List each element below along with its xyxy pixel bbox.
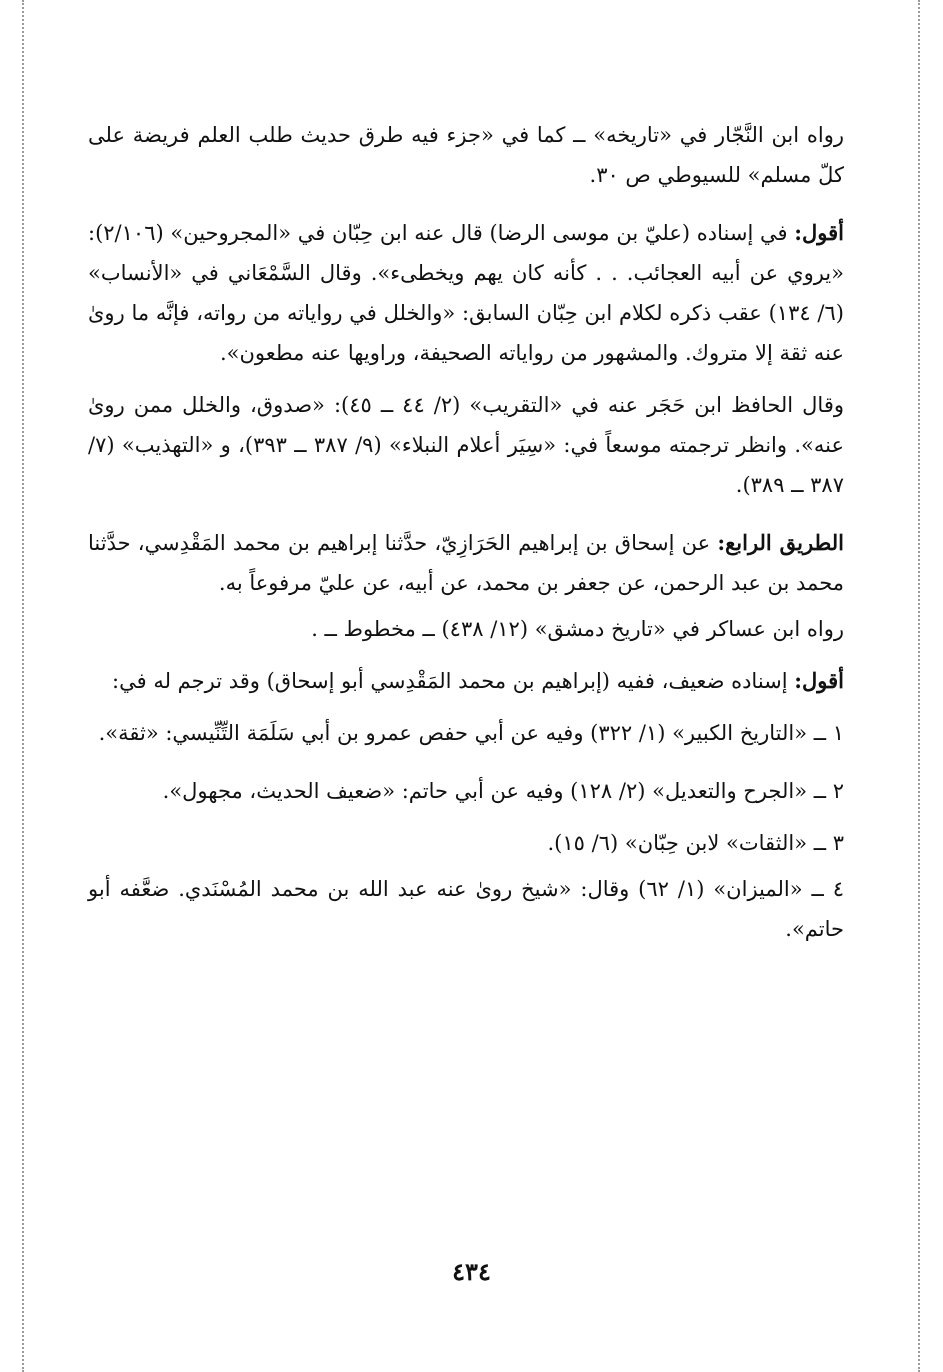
paragraph-1 xyxy=(88,115,844,195)
page-text-block xyxy=(88,115,844,949)
paragraph-6 xyxy=(88,661,844,701)
paragraph-8 xyxy=(88,771,844,811)
paragraph-2 xyxy=(88,213,844,373)
paragraph-3 xyxy=(88,385,844,505)
paragraph-text: رواه ابن النَّجّار في «تاريخه» ــ كما في «جزء فيه طرق حديث طلب العلم فريضة على كلّ مسلم» للسيوطي ص ٣٠. xyxy=(88,123,844,187)
scan-border-left xyxy=(22,0,24,1372)
paragraph-text: ١ ــ «التاريخ الكبير» (١/ ٣٢٢) وفيه عن أبي حفص عمرو بن أبي سَلَمَة التِّنِّيسي: «ثقة». xyxy=(98,721,844,745)
paragraph-text: رواه ابن عساكر في «تاريخ دمشق» (١٢/ ٤٣٨) ــ مخطوط ــ . xyxy=(311,617,844,641)
paragraph-text: وقال الحافظ ابن حَجَر عنه في «التقريب» (٢/ ٤٤ ــ ٤٥): «صدوق، والخلل ممن روىٰ عنه». وانظر ترجمته موسعاً في: «سِيَر أعلام النبلاء» (٩/ ٣٨٧ ــ ٣٩٣)، و «التهذيب» (٧/ ٣٨٧ ــ ٣٨٩). xyxy=(88,393,844,497)
paragraph-7 xyxy=(88,713,844,753)
paragraph-text: ٤ ــ «الميزان» (١/ ٦٢) وقال: «شيخ روىٰ عنه عبد الله بن محمد المُسْنَدي. ضعَّفه أبو حاتم». xyxy=(88,877,844,941)
paragraph-text: ٣ ــ «الثقات» لابن حِبّان» (٦/ ١٥). xyxy=(547,831,844,855)
paragraph-text: إسناده ضعيف، ففيه (إبراهيم بن محمد المَقْدِسي أبو إسحاق) وقد ترجم له في: xyxy=(112,669,795,693)
scan-border-right xyxy=(918,0,920,1372)
page-number: ٤٣٤ xyxy=(452,1257,491,1286)
paragraph-text: عن إسحاق بن إبراهيم الحَرَازِيّ، حدَّثنا إبراهيم بن محمد المَقْدِسي، حدَّثنا محمد بن عبد الرحمن، عن جعفر بن محمد، عن أبيه، عن عليّ مرفوعاً به. xyxy=(88,531,844,595)
paragraph-4 xyxy=(88,523,844,603)
paragraph-lead: الطريق الرابع: xyxy=(717,530,844,555)
paragraph-9 xyxy=(88,823,844,863)
paragraph-10 xyxy=(88,869,844,949)
paragraph-lead: أقول: xyxy=(794,668,844,693)
paragraph-text: في إسناده (عليّ بن موسى الرضا) قال عنه ابن حِبّان في «المجروحين» (٢/١٠٦): «يروي عن أبيه العجائب. . . كأنه كان يهم ويخطىء». وقال السَّمْعَاني في «الأنساب» (٦/ ١٣٤) عقب ذكره لكلام ابن حِبّان السابق: «والخلل في رواياته من رواته، فإنَّه ما روىٰ عنه ثقة إلا متروك. والمشهور من رواياته الصحيفة، وراويها عنه مطعون». xyxy=(88,221,844,365)
paragraph-5 xyxy=(88,609,844,649)
paragraph-lead: أقول: xyxy=(794,220,844,245)
paragraph-text: ٢ ــ «الجرح والتعديل» (٢/ ١٢٨) وفيه عن أبي حاتم: «ضعيف الحديث، مجهول». xyxy=(162,779,844,803)
